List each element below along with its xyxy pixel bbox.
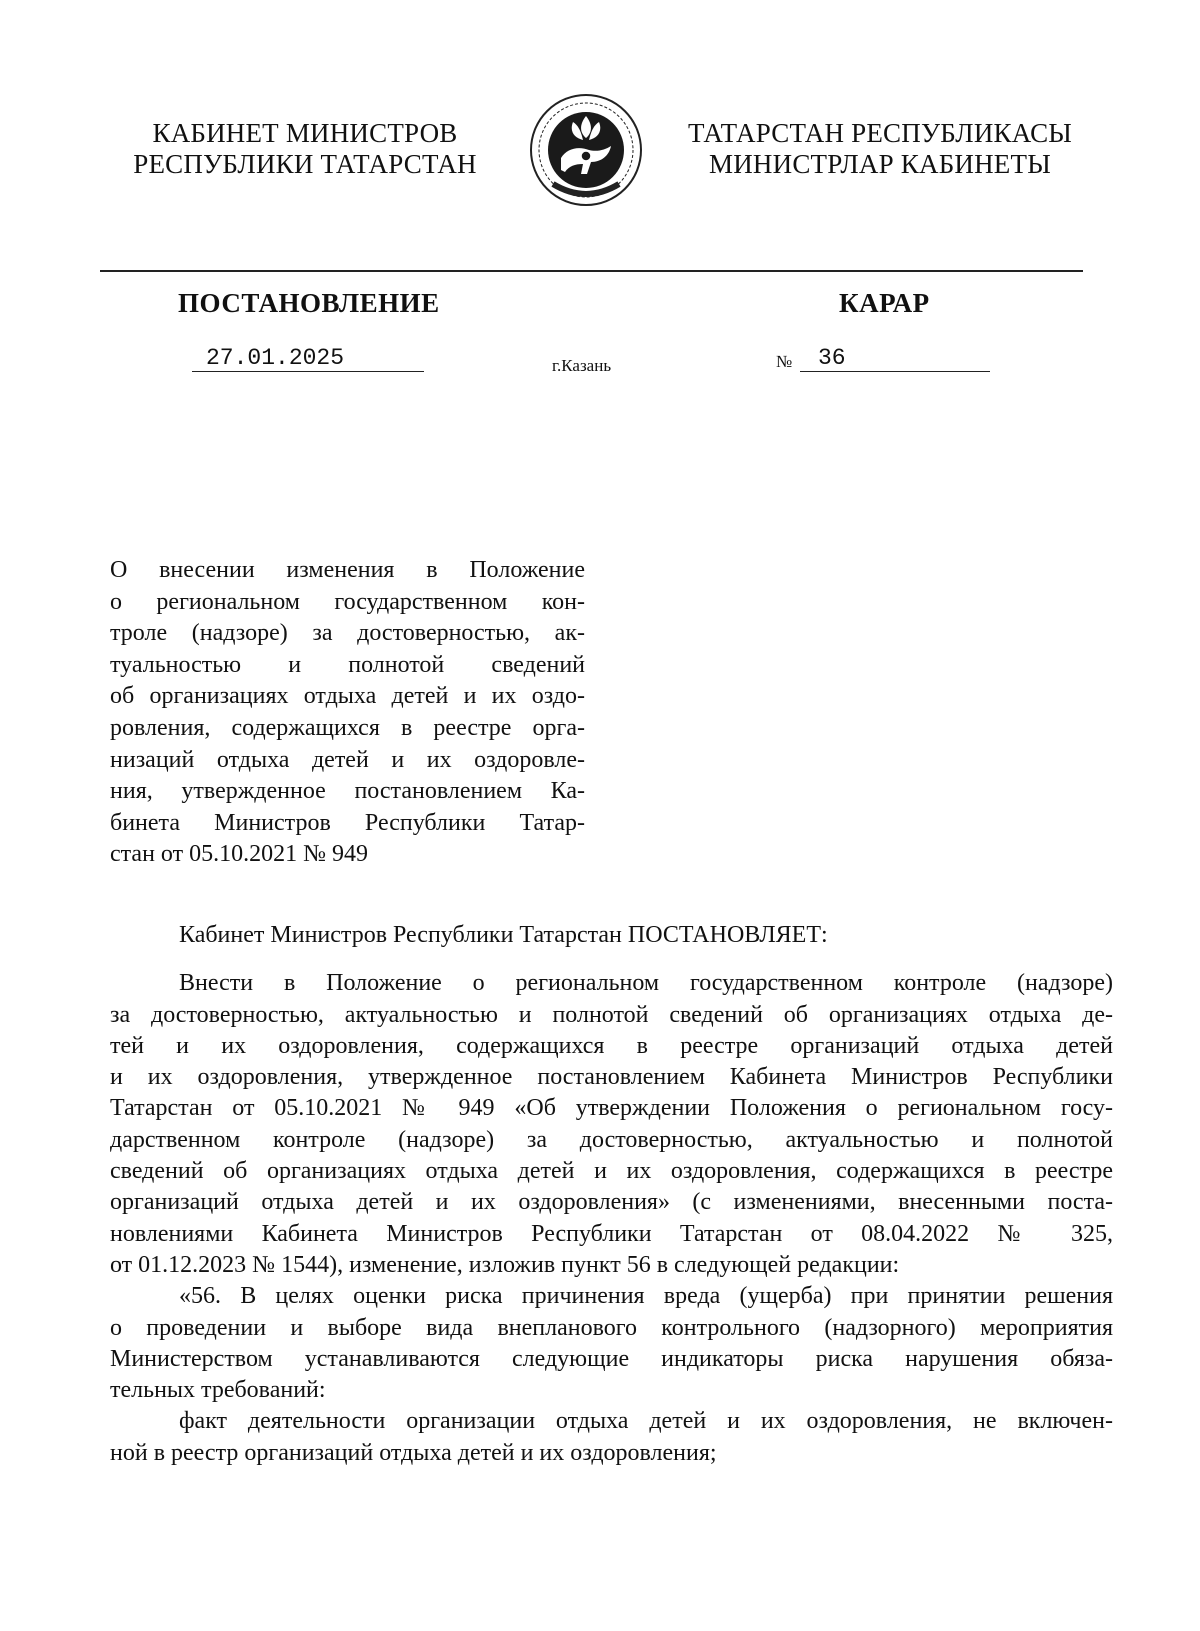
body-line: «56. В целях оценки риска причинения вреда (ущерба) при принятии решения xyxy=(179,1283,1113,1310)
issuer-tt-line-2: МИНИСТРЛАР КАБИНЕТЫ xyxy=(709,149,1051,179)
subject-line: о региональном государственном кон- xyxy=(110,588,585,615)
subject-line: низаций отдыха детей и их оздоровле- xyxy=(110,746,585,773)
doc-date: 27.01.2025 xyxy=(192,344,424,372)
body-line: от 01.12.2023 № 1544), изменение, изложив пункт 56 в следующей редакции: xyxy=(110,1251,900,1278)
issuer-tt xyxy=(660,118,1100,180)
doc-subject xyxy=(110,555,585,871)
tatarstan-emblem-icon xyxy=(523,92,649,210)
issuer-ru xyxy=(110,118,500,180)
subject-line: туальностью и полнотой сведений xyxy=(110,651,585,678)
issuer-tt-line-1: ТАТАРСТАН РЕСПУБЛИКАСЫ xyxy=(687,118,1073,148)
issuer-ru-line-2: РЕСПУБЛИКИ ТАТАРСТАН xyxy=(133,149,477,179)
header-divider xyxy=(100,270,1083,272)
body-line: дарственном контроле (надзоре) за достоверностью, актуальностью и полнотой xyxy=(110,1126,1113,1153)
subject-line: троле (надзоре) за достоверностью, ак- xyxy=(110,620,585,647)
body-line: тей и их оздоровления, содержащихся в реестре организаций отдыха детей xyxy=(110,1032,1113,1059)
paragraph-2 xyxy=(110,1281,1113,1406)
decree-line: Кабинет Министров Республики Татарстан ПОСТАНОВЛЯЕТ: xyxy=(179,922,828,948)
body-line: о проведении и выборе вида внепланового контрольного (надзорного) мероприятия xyxy=(110,1314,1113,1341)
body-line: за достоверностью, актуальностью и полнотой сведений об организациях отдыха де- xyxy=(110,1001,1113,1028)
body-line: новлениями Кабинета Министров Республики Татарстан от 08.04.2022 № 325, xyxy=(110,1220,1113,1247)
subject-line: об организациях отдыха детей и их оздо- xyxy=(110,683,585,710)
paragraph-1 xyxy=(110,968,1113,1281)
body-line: организаций отдыха детей и их оздоровления» (с изменениями, внесенными поста- xyxy=(110,1189,1113,1216)
subject-line: стан от 05.10.2021 № 949 xyxy=(110,841,368,868)
body-line: и их оздоровления, утвержденное постановлением Кабинета Министров Республики xyxy=(110,1064,1113,1091)
body-line: факт деятельности организации отдыха детей и их оздоровления, не включен- xyxy=(179,1408,1113,1435)
doc-type-tt: КАРАР xyxy=(839,288,930,318)
body-line: Внести в Положение о региональном государственном контроле (надзоре) xyxy=(179,970,1113,997)
paragraph-3 xyxy=(110,1406,1113,1469)
subject-line: О внесении изменения в Положение xyxy=(110,557,585,583)
body-line: сведений об организациях отдыха детей и их оздоровления, содержащихся в реестре xyxy=(110,1158,1113,1185)
doc-number-sign: № xyxy=(776,352,793,371)
doc-city: г.Казань xyxy=(552,356,612,375)
body-line: Татарстан от 05.10.2021 № 949 «Об утверждении Положения о региональном госу- xyxy=(110,1095,1113,1122)
subject-line: ния, утвержденное постановлением Ка- xyxy=(110,778,585,805)
doc-type-ru: ПОСТАНОВЛЕНИЕ xyxy=(178,288,440,318)
subject-line: ровления, содержащихся в реестре орга- xyxy=(110,714,585,741)
body-line: Министерством устанавливаются следующие индикаторы риска нарушения обяза- xyxy=(110,1345,1113,1372)
subject-line: бинета Министров Республики Татар- xyxy=(110,809,585,836)
body-line: тельных требований: xyxy=(110,1377,326,1404)
body-line: ной в реестр организаций отдыха детей и их оздоровления; xyxy=(110,1439,717,1466)
doc-body xyxy=(110,920,1113,1469)
doc-number: 36 xyxy=(800,344,990,372)
issuer-ru-line-1: КАБИНЕТ МИНИСТРОВ xyxy=(152,118,458,148)
